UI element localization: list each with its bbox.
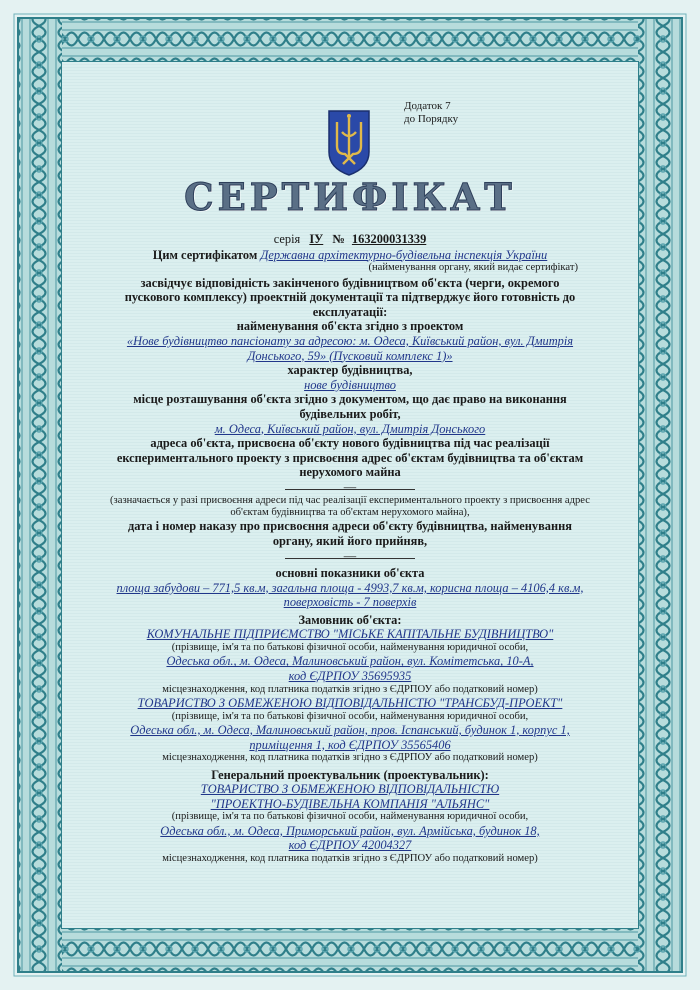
designer-address-2: код ЄДРПОУ 42004327 [288,838,412,853]
location-value: м. Одеса, Київський район, вул. Дмитрія Донського [214,421,486,436]
certificate-body [82,232,618,865]
customer-1-caption: (прізвище, ім'я та по батькові фізичної особи, найменування юридичної особи, [171,642,529,654]
customer-2-address-1: Одеська обл., м. Одеса, Малиновський район, пров. Іспанський, будинок 1, корпус 1, [130,723,570,738]
annex-line-1: Додаток 7 [404,100,451,112]
construction-type-label: характер будівництва, [287,363,413,378]
customer-2-address-2: приміщення 1, код ЄДРПОУ 35565406 [249,737,451,752]
designer-name-2: "ПРОЕКТНО-БУДІВЕЛЬНА КОМПАНІЯ "АЛЬЯНС" [210,796,490,811]
certificate-content [62,62,638,928]
customer-1-address-1: Одеська обл., м. Одеса, Малиновський район, вул. Комітетська, 10-А, [166,654,534,669]
customer-2-name: ТОВАРИСТВО З ОБМЕЖЕНОЮ ВІДПОВІДАЛЬНІСТЮ "ТРАНСБУД-ПРОЕКТ" [137,696,563,711]
annex-note [404,100,458,126]
indicators-label: основні показники об'єкта [275,566,425,581]
number-sign: № [332,232,345,246]
customer-label: Замовник об'єкта: [298,612,402,627]
designer-caption: (прізвище, ім'я та по батькові фізичної особи, найменування юридичної особи, [171,811,529,823]
customer-1-address-2: код ЄДРПОУ 35695935 [288,669,412,684]
designer-address-1: Одеська обл., м. Одеса, Приморський район, вул. Армійська, будинок 18, [160,823,540,838]
designer-label: Генеральний проектувальник (проектувальник): [211,767,489,782]
customer-1-name: КОМУНАЛЬНЕ ПІДПРИЄМСТВО "МІСЬКЕ КАПІТАЛЬНЕ БУДІВНИЦТВО" [146,627,554,642]
object-name-label: найменування об'єкта згідно з проектом [236,319,464,334]
location-label-1: місце розташування об'єкта згідно з документом, що дає право на виконання [133,392,567,407]
customer-2-caption: (прізвище, ім'я та по батькові фізичної особи, найменування юридичної особи, [171,710,529,722]
certifies-line-1: засвідчує відповідність закінченого будівництвом об'єкта (черги, окремого [140,275,560,290]
address-label-3: нерухомого майна [299,465,401,480]
customer-2-caption-2: місцезнаходження, код платника податків згідно з ЄДРПОУ або податковий номер) [162,752,538,764]
address-caption-1: (зазначається у разі присвоєння адреси під час реалізації експериментального проекту з присвоєння адрес [110,494,590,506]
address-caption-2: об'єктам будівництва та об'єктам нерухомого майна), [230,506,470,518]
certificate-title: СЕРТИФІКАТ [184,175,516,219]
address-value: — [285,480,415,490]
series-label: серія [273,232,301,246]
object-name-line-2: Донського, 59» (Пусковий комплекс 1)» [247,348,453,363]
series-value: ІУ [309,232,324,246]
certificate-number: 163200031339 [351,232,427,246]
object-name-line-1: «Нове будівництво пансіонату за адресою: м. Одеса, Київський район, вул. Дмитрія [126,333,574,348]
certifies-line-2: пускового комплексу) проектній документації та підтверджує його готовність до [124,290,576,305]
series-line [82,232,618,247]
customer-1-caption-2: місцезнаходження, код платника податків згідно з ЄДРПОУ або податковий номер) [162,683,538,695]
certifies-line-3: експлуатації: [312,304,388,319]
address-value-line [82,480,618,495]
indicators-line-1: площа забудови – 771,5 кв.м, загальна площа - 4993,7 кв.м, корисна площа – 4106,4 кв.м, [116,580,584,595]
issuer-prefix: Цим сертифікатом [152,247,258,262]
designer-name-1: ТОВАРИСТВО З ОБМЕЖЕНОЮ ВІДПОВІДАЛЬНІСТЮ [200,782,500,797]
issuer-caption: (найменування органу, який видає сертифікат) [368,262,578,274]
order-value-line [82,549,618,564]
order-label-1: дата і номер наказу про присвоєння адреси об'єкту будівництва, найменування [128,519,572,534]
construction-type-value: нове будівництво [304,377,396,392]
issuer-value: Державна архітектурно-будівельна інспекція України [260,247,548,262]
order-label-2: органу, який його прийняв, [272,533,428,548]
annex-line-2: до Порядку [404,113,459,125]
location-label-2: будівельних робіт, [299,406,401,421]
designer-caption-2: місцезнаходження, код платника податків згідно з ЄДРПОУ або податковий номер) [162,853,538,865]
address-label-1: адреса об'єкта, присвоєна об'єкту нового будівництва під час реалізації [150,436,550,451]
trident-coat-of-arms-icon [326,108,372,178]
order-value: — [285,549,415,559]
issuer-line [82,248,618,263]
indicators-line-2: поверховість - 7 поверхів [283,595,417,610]
address-label-2: експериментального проекту з присвоєння адрес об'єктам будівництва та об'єктам [116,450,584,465]
